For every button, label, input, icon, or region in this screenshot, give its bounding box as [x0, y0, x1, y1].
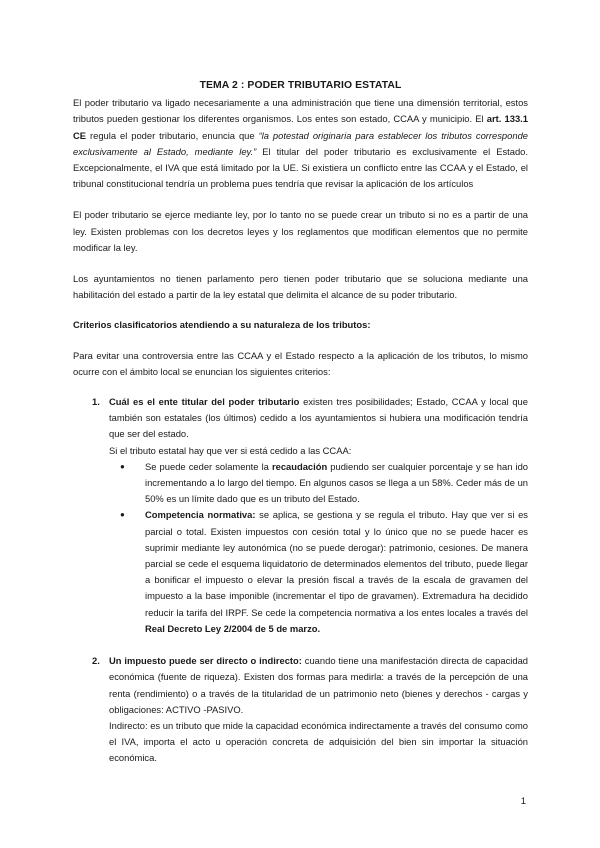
list-item [73, 394, 528, 637]
article-reference: art. 133.1 CE [73, 113, 528, 141]
bullet-item [109, 507, 528, 637]
bullet-icon: ● [120, 461, 125, 471]
text: regula el poder tributario, enuncia que [86, 129, 259, 141]
bullet-list [109, 459, 528, 637]
criteria-list [73, 394, 528, 766]
paragraph-ayuntamientos: Los ayuntamientos no tienen parlamento pero tienen poder tributario que se soluciona mediante una habilitación del estado a partir de la ley estatal que delimita el alcance de su poder tributario. [73, 273, 528, 301]
list-item [73, 653, 528, 766]
paragraph-intro [73, 95, 528, 192]
text: existen tres posibilidades; Estado, CCAA y local que también son estatales (los últimos) cedido a los ayuntamientos si hubiera una modificación tendría que ser del estado. [109, 396, 528, 440]
section-heading [73, 317, 528, 333]
text: pudiendo ser cualquier porcentaje y se han ido incrementando a lo largo del tiempo. En algunos casos se llega a un 58%. Ceder más de un 50% es un límite dado que es un tributo del Estado. [145, 460, 529, 505]
bullet-icon: ● [120, 510, 125, 520]
quote: “la potestad originaria para establecer los tributos corresponde exclusivamente al Estado, mediante ley.” [73, 129, 528, 157]
list-item-subtext: Si el tributo estatal hay que ver si está cedido a las CCAA: [109, 444, 352, 456]
page-number: 1 [520, 796, 526, 807]
bullet-item [109, 459, 528, 508]
item-heading: Un impuesto puede ser directo o indirecto: [109, 655, 302, 667]
document-title: TEMA 2 : PODER TRIBUTARIO ESTATAL [199, 80, 402, 91]
law-reference: Real Decreto Ley 2/2004 de 5 de marzo. [145, 622, 321, 634]
document-page [73, 78, 528, 767]
list-item-body [109, 653, 528, 718]
paragraph-criterios: Para evitar una controversia entre las CCAA y el Estado respecto a la aplicación de los tributos, lo mismo ocurre con el ámbito local se enuncian los siguientes criterios: [73, 349, 528, 377]
list-number: 1. [92, 396, 100, 408]
text: se aplica, se gestiona y se regula el tributo. Hay que ver si es parcial o total. Existen impuestos con cesión total y lo único que no se puede hacer es suprimir mediante ley autonómica (no se puede derogar): patrimonio, cesiones. De manera parcial se cede el esquema liquidatorio de determinados elementos del tributo, puede llegar a bonificar el impuesto o elevar la presión fiscal a través de la escala de gravamen del impuesto a la base imponible (incrementar el tipo de gravamen). Extremadura ha decidido reducir la tarifa del IRPF. Se cede la competencia normativa a los entes locales a través del [145, 509, 528, 618]
text: Se puede ceder solamente la [145, 460, 272, 472]
text: cuando tiene una manifestación directa de capacidad económica (fuente de riqueza). Existen dos formas para medirla: a través de la percepción de una renta (rendimiento) o a través de la titularidad de un patrimonio neto (bienes y derechos - cargas y obligaciones: ACTIVO -PASIVO. [109, 655, 528, 715]
list-item-subtext: Indirecto: es un tributo que mide la capacidad económica indirectamente a través del consumo como el IVA, importa el acto u operación concreta de adquisición del bien sin importar la situación económica. [109, 719, 528, 764]
text: El poder tributario va ligado necesariamente a una administración que tiene una dimensión territorial, estos tributos pueden gestionar los diferentes organismos. Los entes son estado, CCAA y municipio. El [73, 97, 528, 125]
paragraph-ley: El poder tributario se ejerce mediante ley, por lo tanto no se puede crear un tributo si no es a partir de una ley. Existen problemas con los decretos leyes y los reglamentos que modifican elementos que no permite modificar la ley. [73, 209, 528, 253]
item-heading: Cuál es el ente titular del poder tributario [109, 396, 300, 408]
section-heading-text: Criterios clasificatorios atendiendo a su naturaleza de los tributos: [73, 319, 371, 331]
list-number: 2. [92, 655, 100, 667]
list-item-body [109, 394, 528, 443]
text: El titular del poder tributario es exclusivamente el Estado. Excepcionalmente, el IVA que está limitado por la UE. Si existiera un conflicto entre las CCAA y el Estado, el tribunal constitucional tendría un problema pues tendría que revisar la aplicación de los artículos [73, 145, 528, 190]
term: recaudación [271, 460, 328, 472]
term: Competencia normativa: [145, 509, 256, 521]
